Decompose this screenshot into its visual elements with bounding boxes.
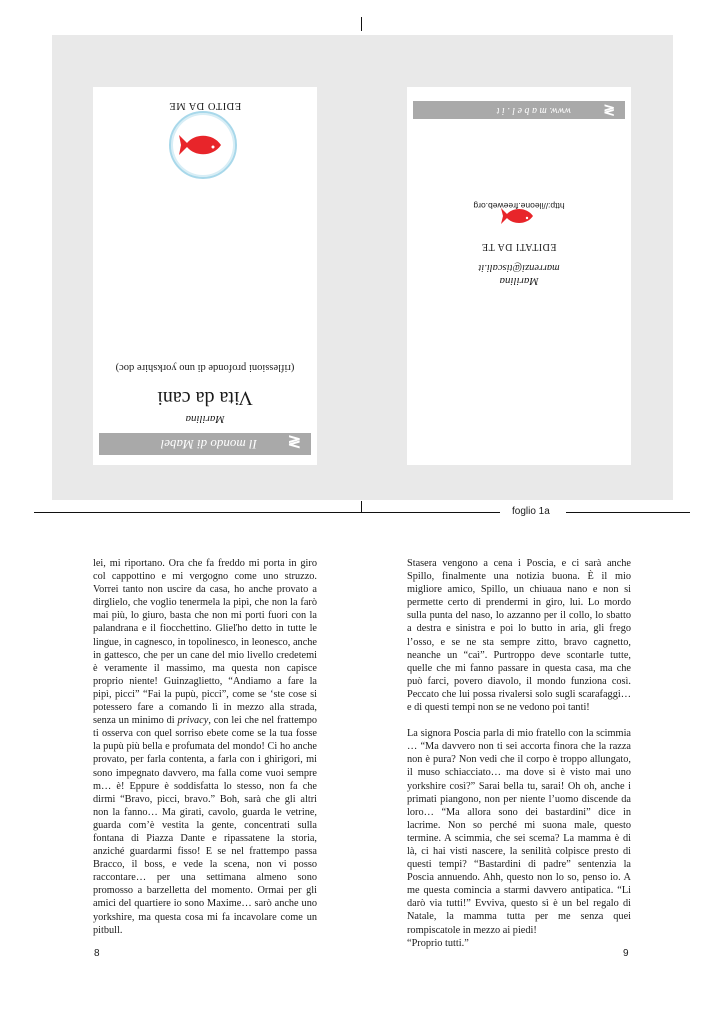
author: Marilina xyxy=(499,275,539,287)
paragraph: Stasera vengono a cena i Poscia, e ci sarà anche Spillo, finalmente una notizia buona. È il mio migliore amico, Spillo, un chiuaua nano e non si permette certo di prendermi in giro, lui. Lo mordo sulla punta del naso, lo azzanno per il collo, lo sbatto a destra e sinistra e poi lo butto in aria, gli frego l’osso, e se ne sta sempre zitto, bravo cagnetto, neanche un “caì”. Purtroppo deve scontarle tutte, quelle che mi fanno passare in questa casa, ma che può farci, povero diavolo, il mondo funziona così. Peccato che lui possa rivalersi solo sugli scarafaggi… e di questi tempi non se ne vedono poi tanti! xyxy=(407,558,631,714)
page-8-body xyxy=(93,557,317,937)
url-band xyxy=(413,101,625,119)
fish-icon xyxy=(495,192,543,240)
publisher: EDITO DA ME xyxy=(168,100,242,111)
crop-line-left xyxy=(34,512,500,513)
book-title: Vita da cani xyxy=(157,387,253,409)
page-9-body xyxy=(407,557,631,950)
website: http://ileone.freeweb.org xyxy=(473,201,565,211)
paragraph: “Proprio tutti.” xyxy=(407,937,469,949)
paragraph: La signora Poscia parla di mio fratello con la scimmia … “Ma davvero non ti sei accorta finora che la razza non è pura? Non vedi che il corpo è troppo allungato, il muso schiacciato… ma dove si è visto mai uno yorkshire così?” Sarai bella tu, sarai! Oh oh, anche i primati piangono, non per niente l’uomo discende da loro… “Ma allora sono dei bastardini” dice in lacrime. Non so perché mi suona male, questo termine. A scimmia, che sei scema? La mamma è di là, ci hai visti nascere, la senilità colpisce presto di questi tempi? “Bastardini di padre” sentenzia la Poscia annuendo. Ahh, questo non lo so, penso io. A me questa comincia a starmi davvero antipatica. “Li darò via tutti!” Evviva, questo sì è un bel regalo di Natale, la mamma tutta per me senza quei rompiscatole in mezzo ai piedi! xyxy=(407,728,631,936)
page-number: 9 xyxy=(623,948,629,959)
page-number: 8 xyxy=(94,948,100,959)
fish-logo xyxy=(169,111,237,179)
sheet-label: foglio 1a xyxy=(512,506,550,517)
crop-mark-top xyxy=(361,17,362,31)
author: Marilina xyxy=(185,413,225,425)
book-subtitle: (riflessioni profonde di uno yorkshire doc) xyxy=(115,362,295,373)
cover-front xyxy=(93,87,317,465)
url-text: www. m a b e l . i t xyxy=(496,105,571,116)
series-name: Il mondo di Mabel xyxy=(160,437,257,452)
logo-icon: ≷ xyxy=(603,102,615,117)
fish-logo xyxy=(495,192,543,240)
paragraph: lei, mi riportano. Ora che fa freddo mi porta in giro col cappottino e mi vergogno come uno struzzo. Vorrei tanto non uscire da casa, ho anche provato a dirglielo, che voglio tenermela la pipì, che non la farò mai più, lo giuro, basta che non mi porti fuori con la palandrana e il fiocchettino. Glieľho detto in tutte le lingue, in cagnesco, in topolinesco, in leonesco, anche in gattesco, che per un cane del mio livello credetemi è veramente il massimo, ma questa non capisce proprio niente! Guinzaglietto, “Andiamo a fare la pipì, picci” “Fai la pupù, picci”, come se ‘ste cose si potessero fare a comando lì in mezzo alla strada, senza un minimo di privacy, con lei che nel frattempo ti osserva con quel sorriso ebete come se la tua fosse la pupù più bella e profumata del mondo! Ci ho anche provato, per farla contenta, a farla con i ghirigori, mi sono impegnato davvero, ma falla come vuoi sempre m… è! Eppure è soddisfatta lo stesso, non fa che dirmi “Bravo, picci, bravo.” Boh, sarà che gli altri non la fanno… Ma girati, cavolo, guarda le vetrine, guarda com’è vestita la gente, concentrati sulla fontana di Piazza Dante e ripassatene la storia, anziché guardarmi fisso! E se nel frattempo passa Bracco, il boss, e vede la scena, non vi posso raccontare… per una settimana almeno sono promosso a barzelletta del momento. Ormai per gli amici del quartiere io sono Maxime… sarò anche uno yorkshire, ma questa cosa mi fa incavolare come un pitbull. xyxy=(93,558,317,936)
fish-icon xyxy=(171,113,235,177)
series-band xyxy=(99,433,311,455)
cover-back xyxy=(407,87,631,465)
email: marrenzi@tiscali.it xyxy=(478,262,560,273)
crop-mark-fold xyxy=(361,501,362,512)
crop-line-right xyxy=(566,512,690,513)
publisher: EDITATI DA TE xyxy=(481,241,557,252)
logo-icon: ≷ xyxy=(287,433,301,450)
emphasis: privacy xyxy=(177,715,209,727)
